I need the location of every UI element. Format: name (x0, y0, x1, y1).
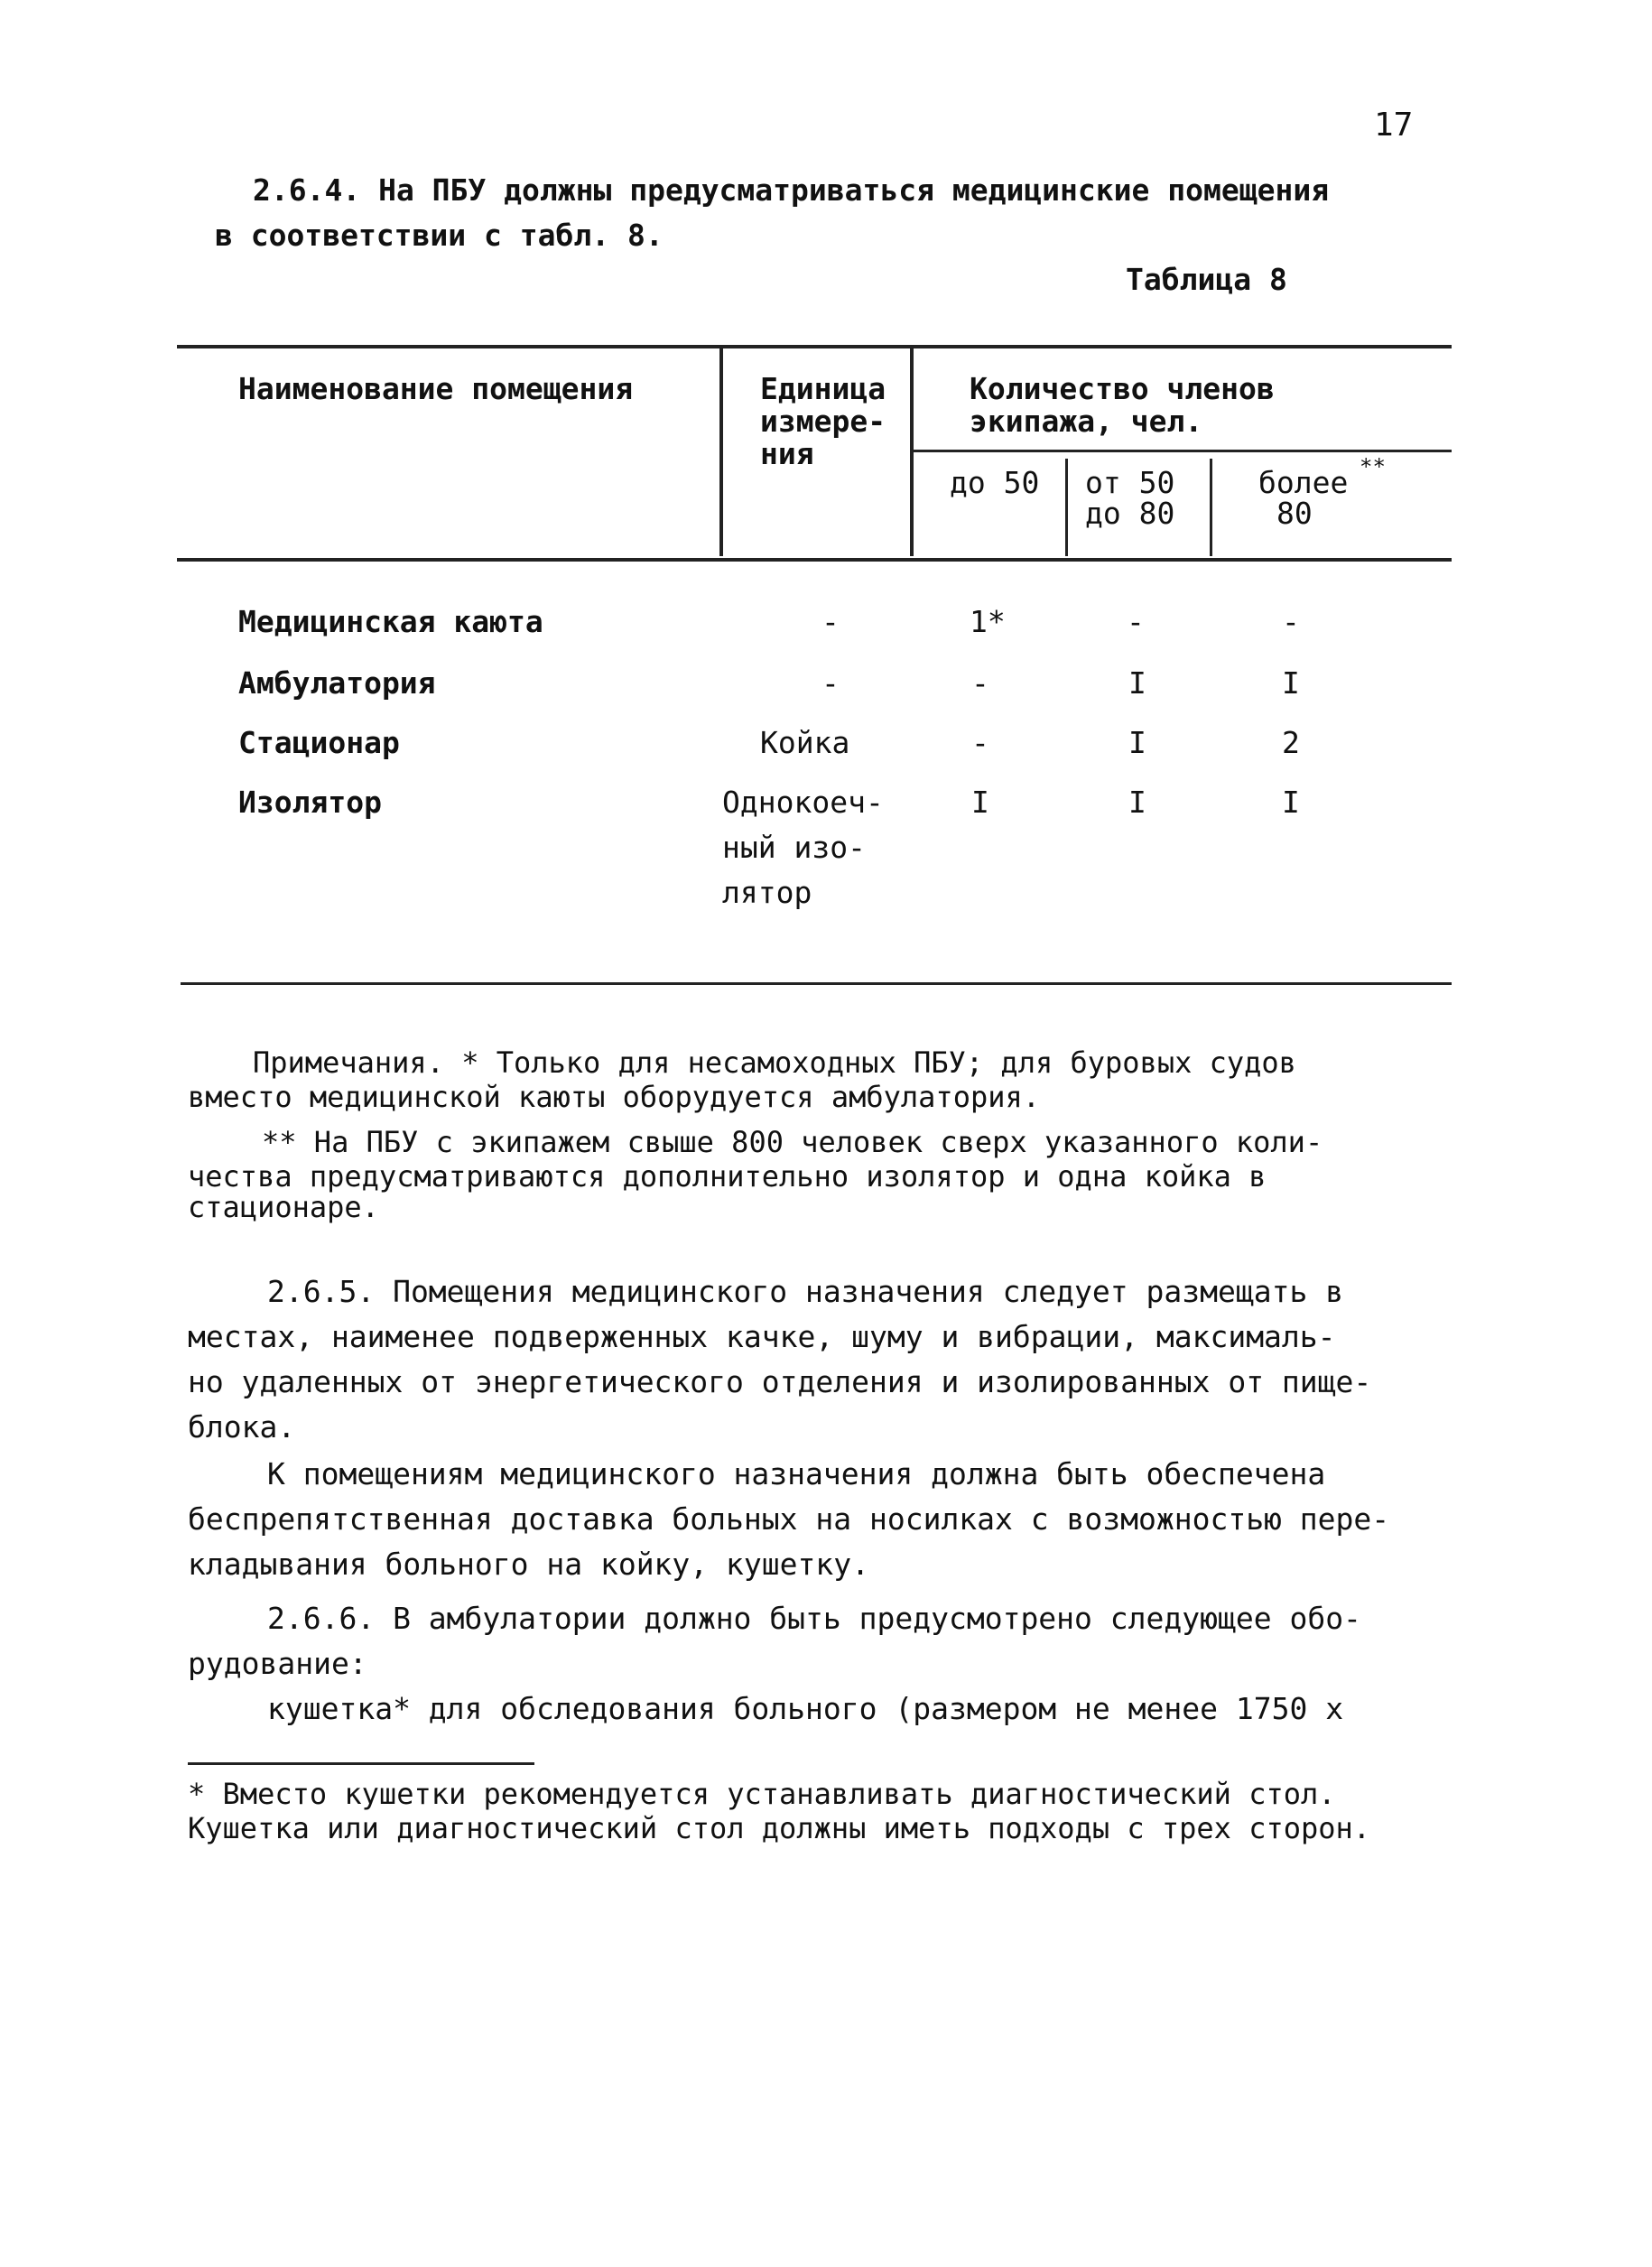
header-room-name: Наименование помещения (238, 371, 634, 406)
footnote-line1: * Вместо кушетки рекомендуется устанавливать диагностический стол. (188, 1777, 1336, 1811)
section-264-line2: в соответствии с табл. 8. (215, 218, 664, 253)
row-2-over-80: I (1282, 665, 1300, 701)
row-2-up-to-50: - (971, 665, 989, 701)
row-4-name: Изолятор (238, 785, 382, 820)
header-unit-line3: ния (760, 436, 814, 471)
header-col-over-80-mark: ** (1360, 454, 1386, 479)
row-1-unit: - (821, 604, 840, 639)
row-1-over-80: - (1282, 604, 1300, 639)
row-4-over-80: I (1282, 785, 1300, 820)
table-header-bottom-rule (177, 558, 1452, 562)
header-col-up-to-50: до 50 (950, 465, 1040, 500)
notes-line2: вместо медицинской каюты оборудуется амбулатория. (188, 1080, 1041, 1114)
table-vrule-4 (1210, 459, 1212, 556)
table-vrule-1 (719, 345, 723, 556)
row-4-up-to-50: I (971, 785, 989, 820)
section-265-line7: кладывания больного на койку, кушетку. (188, 1547, 869, 1582)
row-2-unit: - (821, 665, 840, 701)
section-266-line1: 2.6.6. В амбулатории должно быть предусмотрено следующее обо- (267, 1601, 1361, 1636)
table-caption: Таблица 8 (1126, 262, 1287, 297)
section-266-line3: кушетка* для обследования больного (размером не менее 1750 х (267, 1691, 1344, 1726)
row-2-name: Амбулатория (238, 665, 436, 701)
header-col-over-80-line1: более (1258, 465, 1349, 500)
row-4-unit-line3: лятор (722, 875, 812, 910)
section-264-line1: 2.6.4. На ПБУ должны предусматриваться медицинские помещения (253, 172, 1330, 208)
section-265-line5: К помещениям медицинского назначения должна быть обеспечена (267, 1456, 1326, 1491)
row-4-50-80: I (1128, 785, 1146, 820)
table-bottom-rule (181, 982, 1452, 985)
header-unit-line1: Единица (760, 371, 886, 406)
header-crew-line1: Количество членов (970, 371, 1275, 406)
section-266-line2: рудование: (188, 1646, 367, 1681)
section-265-line2: местах, наименее подверженных качке, шуму и вибрации, максималь- (188, 1319, 1336, 1354)
row-2-50-80: I (1128, 665, 1146, 701)
row-1-name: Медицинская каюта (238, 604, 543, 639)
notes-line4: чества предусматриваются дополнительно изолятор и одна койка в (188, 1159, 1267, 1194)
row-1-up-to-50: 1* (970, 604, 1006, 639)
header-col-over-80-line2: 80 (1276, 496, 1313, 531)
header-crew-line2: экипажа, чел. (970, 404, 1203, 439)
row-4-unit-line1: Однокоеч- (722, 785, 884, 820)
page-number: 17 (1374, 107, 1414, 144)
header-col-50-80-line1: от 50 (1085, 465, 1175, 500)
notes-line3: ** На ПБУ с экипажем свыше 800 человек сверх указанного коли- (262, 1125, 1323, 1159)
section-265-line6: беспрепятственная доставка больных на носилках с возможностью пере- (188, 1501, 1390, 1537)
row-3-unit: Койка (760, 725, 850, 760)
header-col-50-80-line2: до 80 (1085, 496, 1175, 531)
row-3-50-80: I (1128, 725, 1146, 760)
row-3-up-to-50: - (971, 725, 989, 760)
section-265-line1: 2.6.5. Помещения медицинского назначения следует размещать в (267, 1274, 1344, 1309)
table-top-rule (177, 345, 1452, 348)
row-1-50-80: - (1127, 604, 1145, 639)
row-3-over-80: 2 (1282, 725, 1300, 760)
section-265-line3: но удаленных от энергетического отделения и изолированных от пище- (188, 1364, 1372, 1399)
footnote-separator (188, 1762, 534, 1765)
notes-line5: стационаре. (188, 1190, 379, 1224)
notes-line1: Примечания. * Только для несамоходных ПБУ; для буровых судов (253, 1045, 1296, 1080)
row-3-name: Стационар (238, 725, 400, 760)
row-4-unit-line2: ный изо- (722, 830, 866, 865)
footnote-line2: Кушетка или диагностический стол должны иметь подходы с трех сторон. (188, 1811, 1371, 1845)
header-unit-line2: измере- (760, 404, 886, 439)
section-265-line4: блока. (188, 1409, 296, 1445)
table-vrule-3 (1065, 459, 1068, 556)
